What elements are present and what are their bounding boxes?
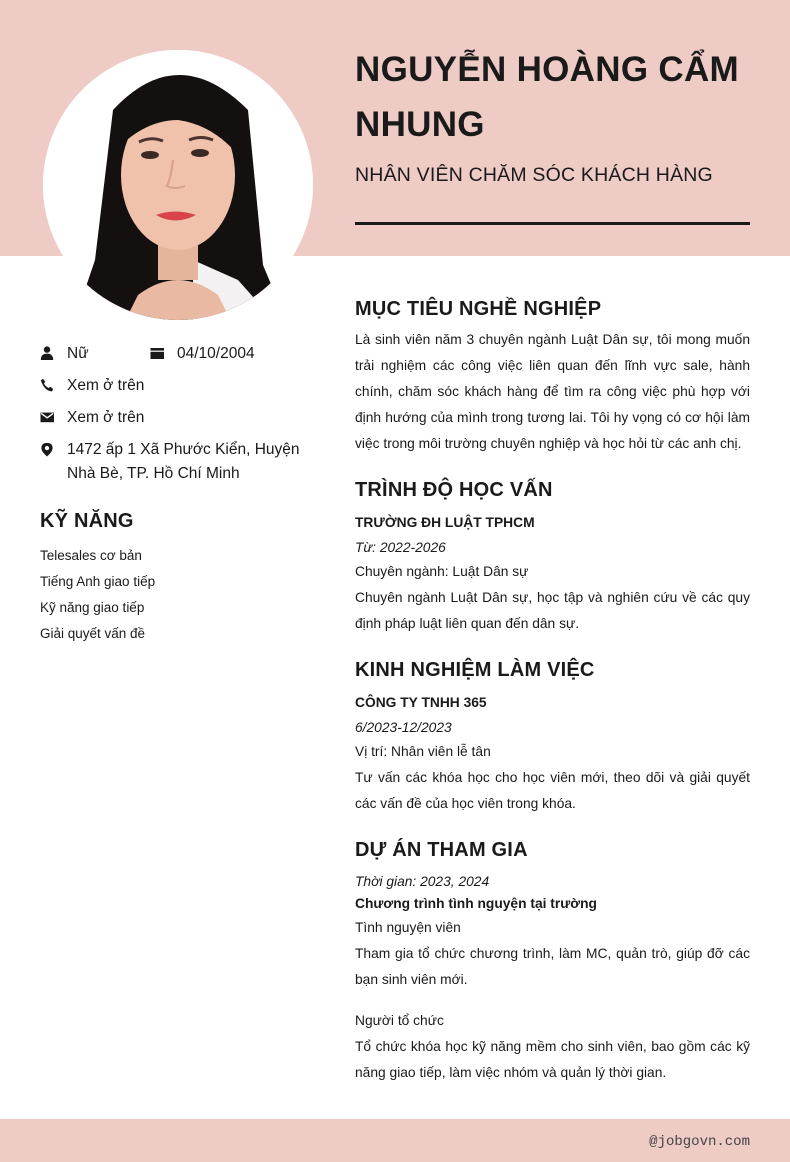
- profile-photo: [43, 50, 313, 320]
- skill-item: Kỹ năng giao tiếp: [40, 600, 145, 615]
- gender-row: [40, 342, 89, 366]
- projects-title: DỰ ÁN THAM GIA: [355, 839, 528, 861]
- experience-position: Vị trí: Nhân viên lễ tân: [355, 744, 491, 759]
- experience-description: Tư vấn các khóa học cho học viên mới, theo dõi và giải quyết các vấn đề của học viên trong khóa.: [355, 770, 750, 811]
- calendar-icon: [150, 346, 164, 360]
- education-title: TRÌNH ĐỘ HỌC VẤN: [355, 479, 553, 501]
- location-pin-icon: [40, 441, 54, 458]
- gender-value: Nữ: [67, 345, 89, 362]
- objective-text: Là sinh viên năm 3 chuyên ngành Luật Dân sự, tôi mong muốn trải nghiệm các công việc liên quan đến lĩnh vực sale, hành chính, chăm sóc khách hàng để tìm ra công việc phù hợp với định hướng của mình trong tương lai. Tôi hy vọng có cơ hội làm việc trong môi trường chuyên nghiệp và học hỏi từ các anh chị.: [355, 332, 750, 451]
- birthday-value: 04/10/2004: [177, 345, 255, 362]
- skill-item: Giải quyết vấn đề: [40, 626, 146, 641]
- project-role: Tình nguyện viên: [355, 920, 461, 935]
- skills-list: [40, 543, 310, 647]
- footer-credit: @jobgovn.com: [649, 1134, 750, 1150]
- experience-period: 6/2023-12/2023: [355, 720, 452, 735]
- education-section: [355, 479, 750, 637]
- projects-section: [355, 839, 750, 1086]
- skill-item: Telesales cơ bản: [40, 548, 142, 563]
- project-description: Tham gia tổ chức chương trình, làm MC, quản trò, giúp đỡ các bạn sinh viên mới.: [355, 946, 750, 987]
- project-period: Thời gian: 2023, 2024: [355, 874, 490, 889]
- phone-row: [40, 374, 144, 398]
- skill-item: Tiếng Anh giao tiếp: [40, 574, 156, 589]
- job-title: NHÂN VIÊN CHĂM SÓC KHÁCH HÀNG: [355, 164, 713, 186]
- skills-title: KỸ NĂNG: [40, 510, 134, 532]
- education-description: Chuyên ngành Luật Dân sự, học tập và nghiên cứu về các quy định pháp luật liên quan đến dân sự.: [355, 590, 750, 631]
- project-role: Người tổ chức: [355, 1013, 444, 1028]
- address-row: [40, 438, 310, 486]
- project-description: Tổ chức khóa học kỹ năng mềm cho sinh viên, bao gồm các kỹ năng giao tiếp, làm việc nhóm và quản lý thời gian.: [355, 1039, 750, 1080]
- project-spacer: [355, 993, 750, 1008]
- address-value: 1472 ấp 1 Xã Phước Kiển, Huyện Nhà Bè, TP. Hồ Chí Minh: [67, 441, 300, 482]
- candidate-name: NGUYỄN HOÀNG CẨM NHUNG: [355, 50, 739, 144]
- objective-title: MỤC TIÊU NGHỀ NGHIỆP: [355, 298, 602, 320]
- project-name: Chương trình tình nguyện tại trường: [355, 896, 597, 911]
- main-column: [355, 298, 750, 1108]
- mail-icon: [40, 410, 54, 424]
- education-period: Từ: 2022-2026: [355, 540, 446, 555]
- education-major: Chuyên ngành: Luật Dân sự: [355, 564, 529, 579]
- phone-value: Xem ở trên: [67, 377, 145, 394]
- company-name: CÔNG TY TNHH 365: [355, 695, 487, 710]
- school-name: TRƯỜNG ĐH LUẬT TPHCM: [355, 515, 535, 530]
- phone-icon: [40, 378, 54, 392]
- experience-section: [355, 659, 750, 817]
- email-value: Xem ở trên: [67, 409, 145, 426]
- skills-section: [40, 510, 310, 647]
- person-icon: [40, 346, 54, 360]
- birthday-row: [150, 342, 255, 366]
- experience-title: KINH NGHIỆM LÀM VIỆC: [355, 659, 595, 681]
- objective-section: [355, 298, 750, 457]
- title-divider: [355, 222, 750, 225]
- email-row: [40, 406, 144, 430]
